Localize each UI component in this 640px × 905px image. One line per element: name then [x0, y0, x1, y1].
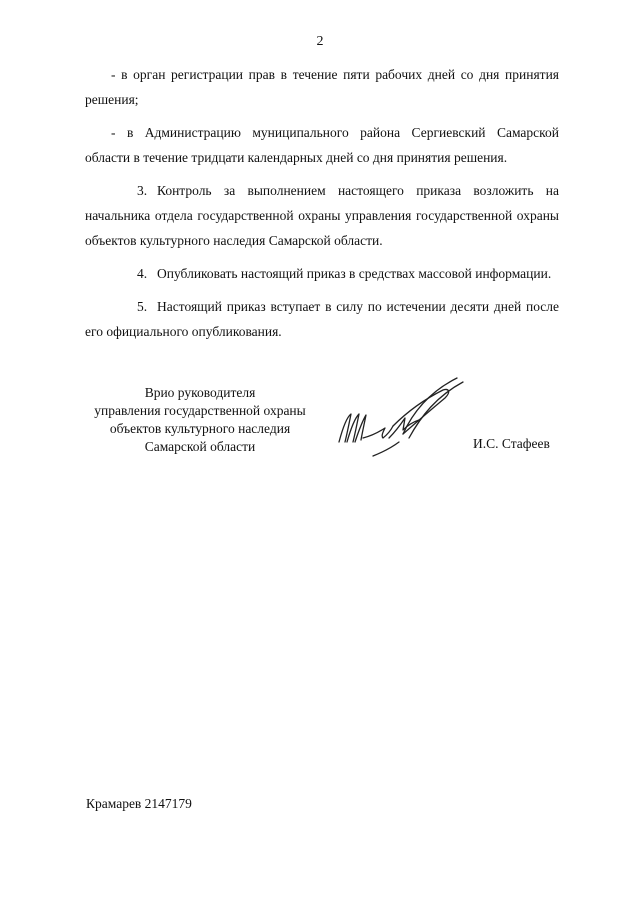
paragraph-text: Опубликовать настоящий приказ в средствах массовой информации. — [157, 266, 552, 281]
position-line: Самарской области — [144, 439, 256, 454]
page-number: 2 — [316, 34, 324, 49]
item-number: 4. — [137, 266, 148, 281]
signer-name: И.С. Стафеев — [473, 436, 550, 451]
paragraph-text: Настоящий приказ вступает в силу по истечении десяти дней после его официального опубликования. — [85, 299, 559, 339]
position-line: управления государственной охраны — [94, 403, 306, 418]
paragraph-registration — [85, 62, 559, 112]
paragraph-item-5 — [85, 294, 559, 344]
signatory-position — [90, 384, 310, 456]
position-line: Врио руководителя — [144, 385, 256, 400]
document-body — [85, 62, 559, 352]
position-line: объектов культурного наследия — [109, 421, 291, 436]
paragraph-text: - в Администрацию муниципального района Сергиевский Самарской области в течение тридцати календарных дней со дня принятия решения. — [85, 125, 559, 165]
item-number: 3. — [137, 183, 148, 198]
item-number: 5. — [137, 299, 148, 314]
paragraph-text: Контроль за выполнением настоящего приказа возложить на начальника отдела государственной охраны управления государственной охраны объектов культурного наследия Самарской области. — [85, 183, 559, 248]
paragraph-item-3 — [85, 178, 559, 253]
paragraph-item-4 — [85, 261, 559, 286]
paragraph-administration — [85, 120, 559, 170]
handwritten-signature — [333, 372, 473, 462]
paragraph-text: - в орган регистрации прав в течение пяти рабочих дней со дня принятия решения; — [85, 67, 559, 107]
executor-footer: Крамарев 2147179 — [86, 796, 192, 811]
